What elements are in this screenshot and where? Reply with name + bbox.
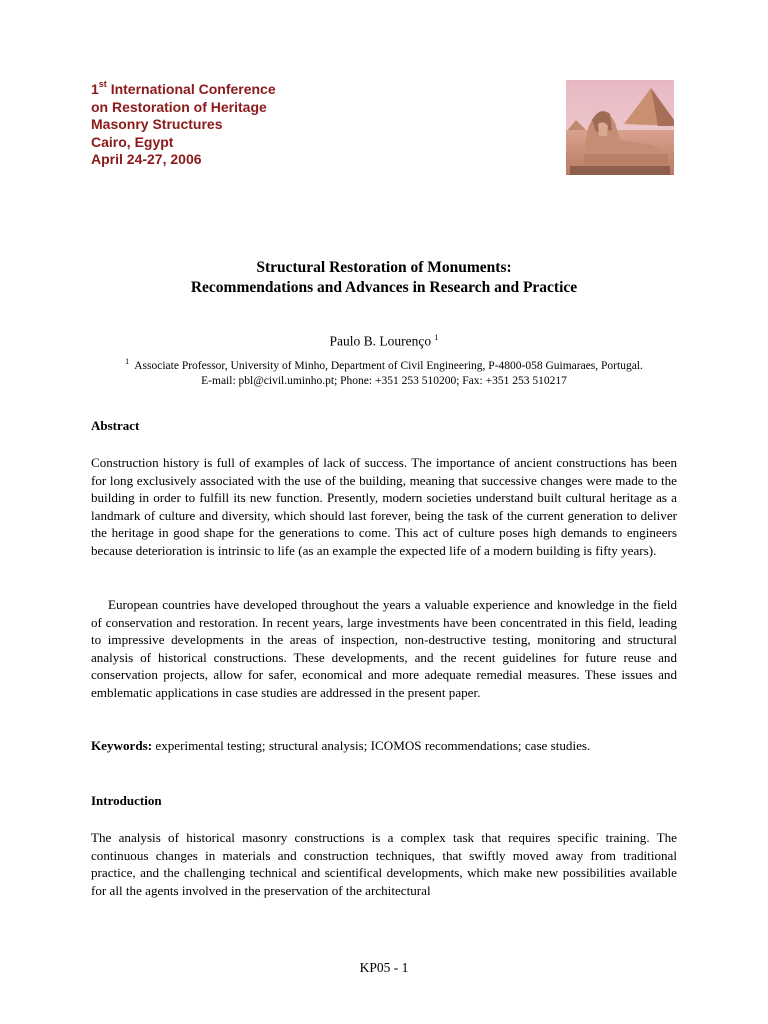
conference-dates: April 24-27, 2006	[91, 151, 202, 168]
contact-info: E-mail: pbl@civil.uminho.pt; Phone: +351 253 510200; Fax: +351 253 510217	[201, 374, 567, 387]
conference-line-2: on Restoration of Heritage	[91, 98, 267, 115]
author-name: Paulo B. Lourenço	[329, 333, 432, 349]
affiliation: $^1$ Associate Professor, University of Minho, Department of Civil Engineering, P-4800-058 Guimaraes, Portugal.	[125, 357, 643, 372]
affiliation-block	[0, 354, 768, 389]
conference-header	[91, 81, 276, 169]
introduction-heading: Introduction	[91, 793, 162, 808]
abstract-paragraph-2: European countries have developed throughout the years a valuable experience and knowledge in the field of conservation and restoration. In recent years, large investments have been concentrated in this field, leading to impressive developments in the areas of inspection, non-destructive testing, monitoring and structural analysis of historical constructions. These developments, and the recent guidelines for future reuse and conservation projects, allow for safer, economical and more adequate remedial measures. These issues and emblematic applications in case studies are addressed in the present paper.	[91, 597, 677, 700]
keywords-label: Keywords:	[91, 738, 153, 753]
paper-title	[0, 258, 768, 298]
abstract-heading: Abstract	[91, 418, 140, 433]
sphinx-pyramids-icon	[566, 80, 674, 175]
introduction-paragraph-1: The analysis of historical masonry constructions is a complex task that requires specific training. The continuous changes in materials and construction techniques, that swiftly moved away from traditional practice, and the challenging technical and scientifical developments, which make new possibilities available for all the agents involved in the preservation of the architectural	[91, 830, 677, 898]
conference-line-1: 1st International Conference	[91, 79, 276, 97]
conference-line-3: Masonry Structures	[91, 116, 223, 133]
keywords-text: experimental testing; structural analysis; ICOMOS recommendations; case studies.	[152, 738, 591, 753]
sphinx-pyramids-photo	[566, 80, 674, 175]
paper-title-line-2: Recommendations and Advances in Research and Practice	[190, 279, 578, 296]
keywords	[91, 738, 590, 754]
conference-location: Cairo, Egypt	[91, 133, 174, 150]
paper-title-line-1: Structural Restoration of Monuments:	[256, 259, 512, 276]
author	[0, 333, 768, 350]
author-affiliation-mark: 1	[434, 333, 439, 342]
page-footer: KP05 - 1	[359, 960, 409, 975]
abstract-paragraph-1: Construction history is full of examples of lack of success. The importance of ancient constructions has been for long exclusively associated with the use of the building, meaning that successive changes were made to the building in order to fulfill its new function. Presently, modern societies understand built cultural heritage as a landmark of culture and diversity, which should last forever, being the task of the current generation to deliver the heritage in good shape for the generations to come. This act of culture poses high demands to engineers because deterioration is intrinsic to life (as an example the expected life of a modern building is fifty years).	[91, 455, 677, 558]
